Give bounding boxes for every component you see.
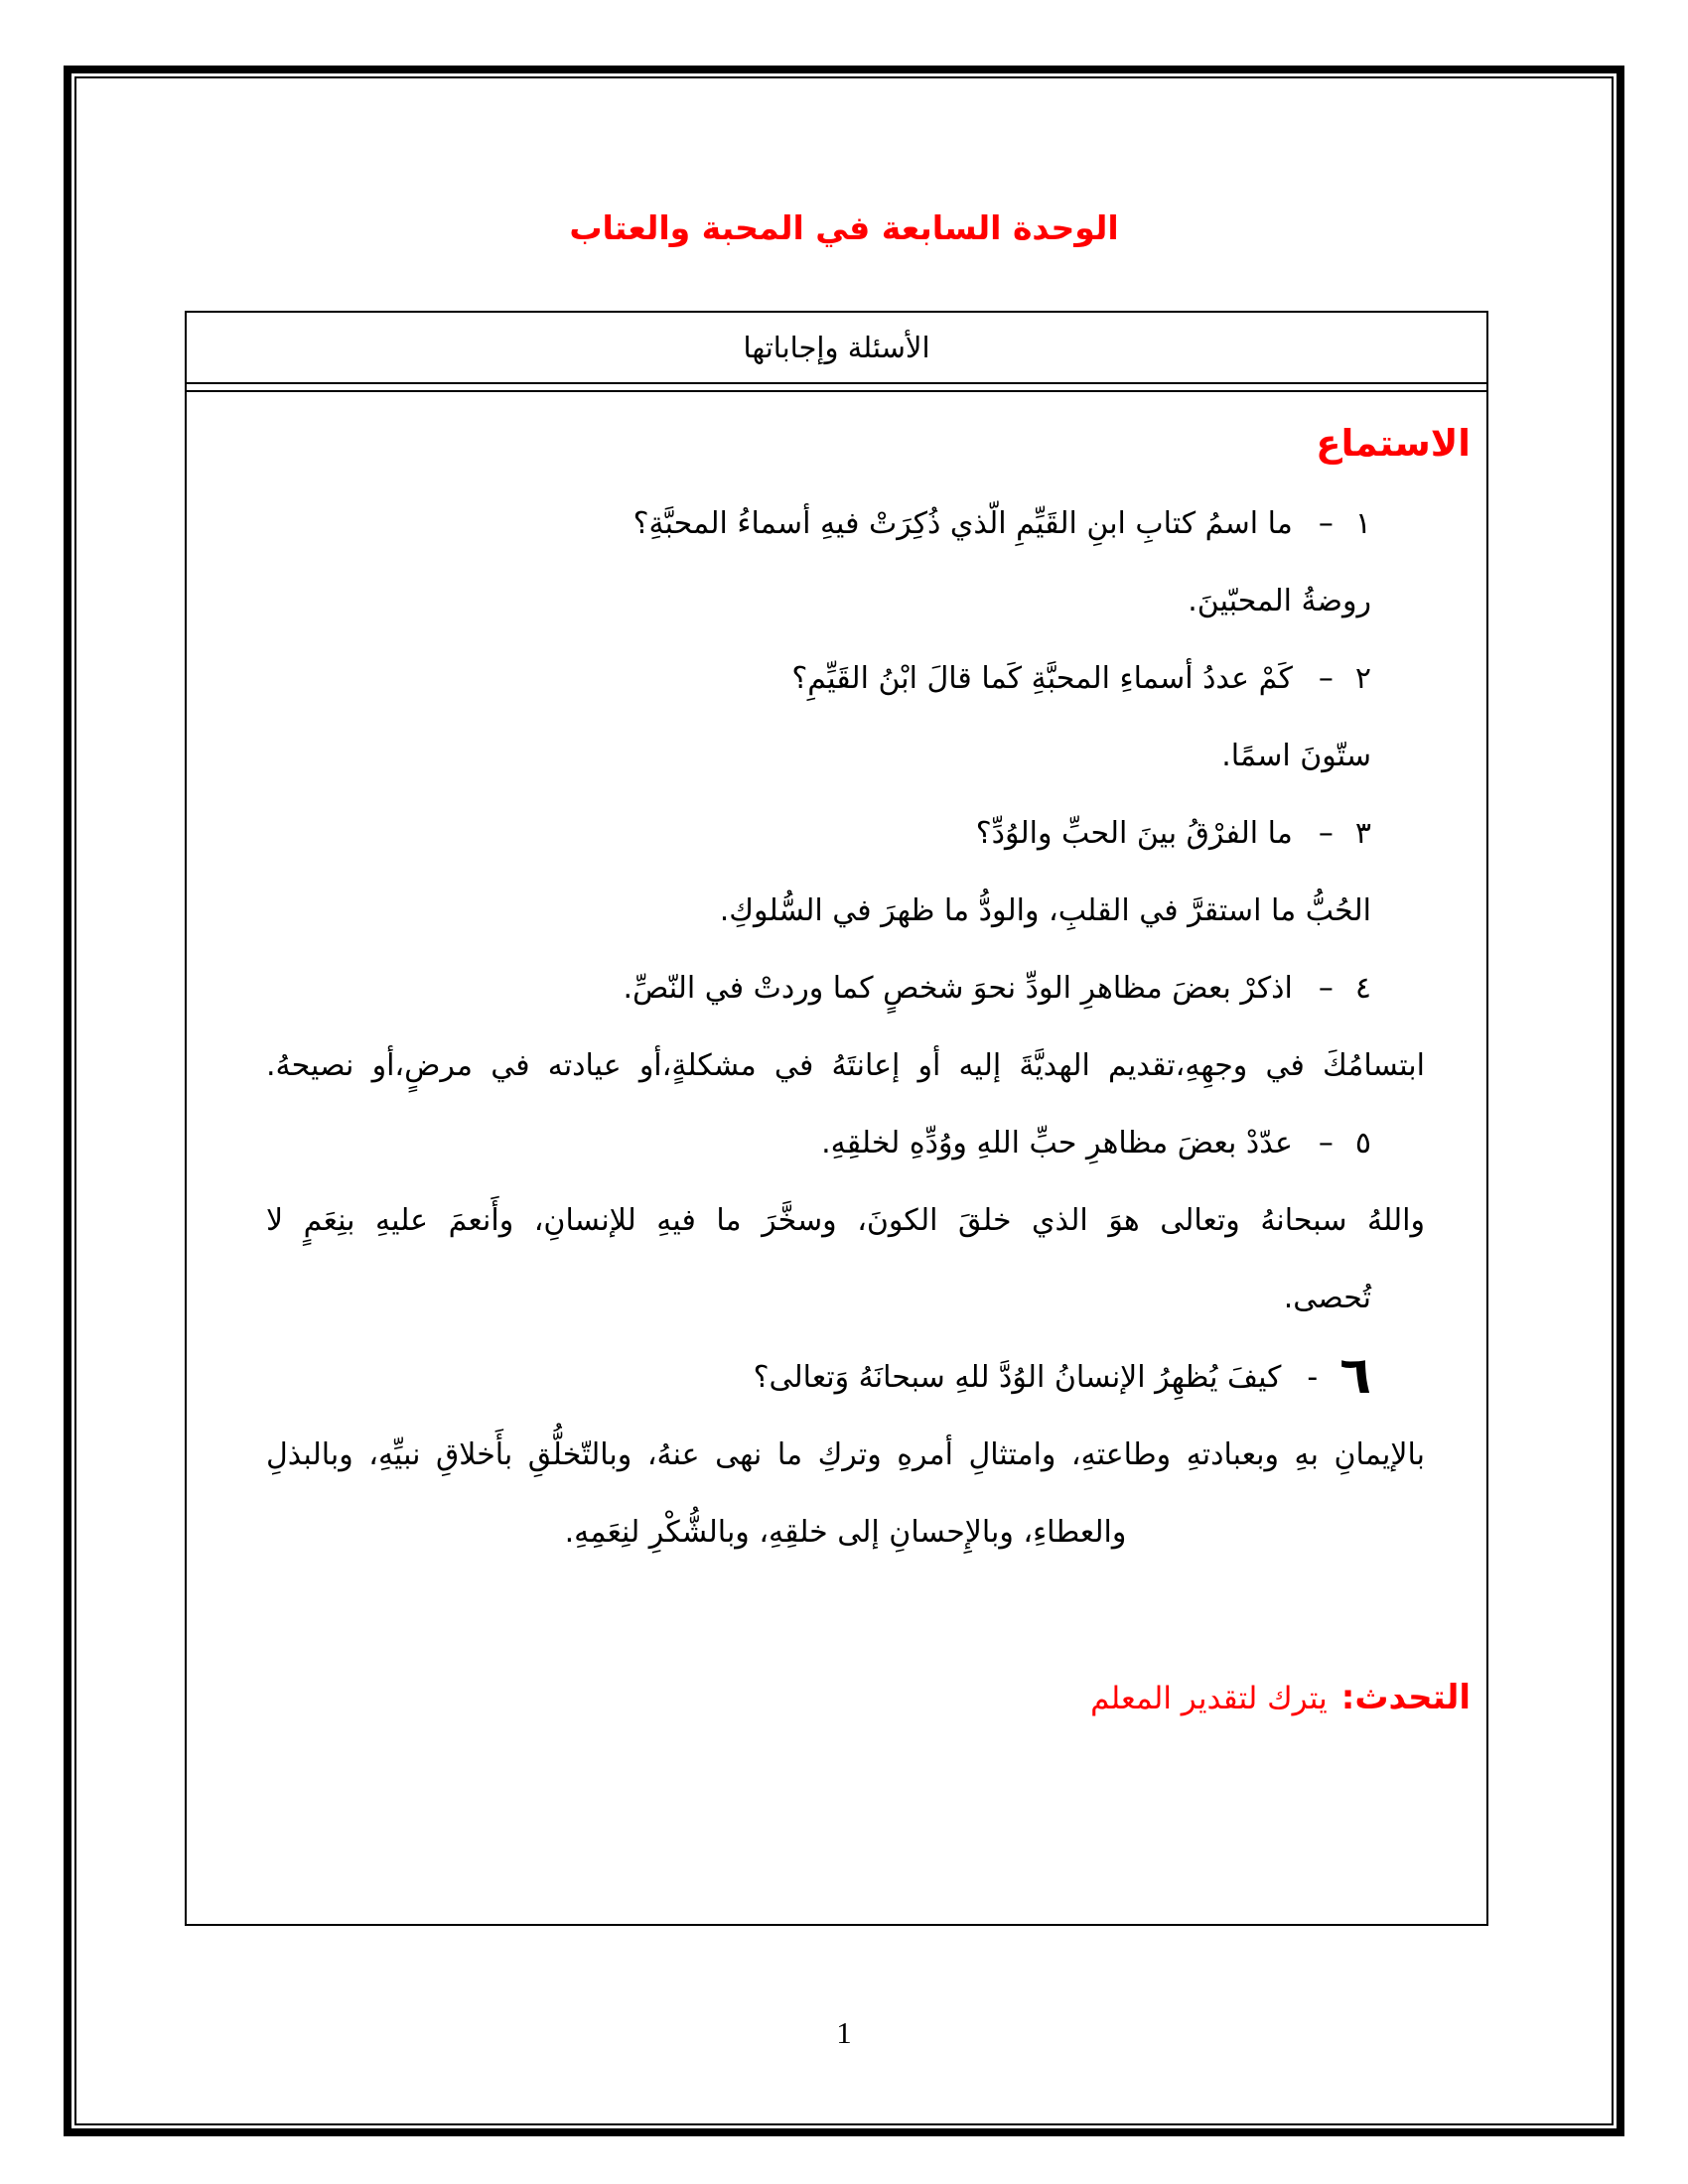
question-3-dash: – <box>1318 816 1334 851</box>
question-4-text: اذكرْ بعضَ مظاهرِ الودِّ نحوَ شخصٍ كما وردتْ في النّصِّ. <box>623 971 1293 1006</box>
speaking-section-line-label: التحدث: <box>1340 1678 1471 1717</box>
question-1 <box>203 485 1471 563</box>
question-5-number: ٥ <box>1354 1126 1371 1160</box>
question-2 <box>203 640 1471 718</box>
question-4 <box>203 950 1471 1027</box>
box-header-title: الأسئلة وإجاباتها <box>187 313 1486 384</box>
question-1-number: ١ <box>1354 506 1371 541</box>
question-5 <box>203 1105 1471 1182</box>
question-1-text: ما اسمُ كتابِ ابنِ القَيِّمِ الّذي ذُكِرَتْ فيهِ أسماءُ المحبَّةِ؟ <box>633 506 1293 541</box>
answer-1: روضةُ المحبّينَ. <box>1188 584 1371 618</box>
questions-answers-box <box>185 311 1488 1926</box>
question-5-text: عدّدْ بعضَ مظاهرِ حبِّ اللهِ ووُدِّهِ لخلقِهِ. <box>821 1126 1293 1160</box>
question-4-dash: – <box>1318 971 1334 1006</box>
question-2-dash: – <box>1318 661 1334 696</box>
answer-6-line-1: بالإيمانِ بهِ وبعبادتهِ وطاعتهِ، وامتثالِ أمرهِ وتركِ ما نهى عنهُ، وبالتّخلُّقِ بأَخلاقِ نبيِّهِ، وبالبذلِ <box>266 1437 1425 1472</box>
question-6-text: كيفَ يُظهِرُ الإنسانُ الوُدَّ للهِ سبحانَهُ وَتعالى؟ <box>753 1360 1282 1395</box>
answer-3: الحُبُّ ما استقرَّ في القلبِ، والودُّ ما ظهرَ في السُّلوكِ. <box>719 893 1371 928</box>
unit-title: الوحدة السابعة في المحبة والعتاب <box>569 208 1119 247</box>
question-3 <box>203 795 1471 873</box>
question-3-text: ما الفرْقُ بينَ الحبِّ والوُدِّ؟ <box>975 816 1293 851</box>
answer-5-line-1: واللهُ سبحانهُ وتعالى هوَ الذي خلقَ الكونَ، وسخَّرَ ما فيهِ للإنسانِ، وأَنعمَ عليهِ بنِعَمٍ لا <box>266 1203 1425 1238</box>
question-6-dash: - <box>1307 1360 1319 1395</box>
question-5-dash: – <box>1318 1126 1334 1160</box>
qa-lines-container <box>203 402 1471 1737</box>
listening-section-heading: الاستماع <box>1316 422 1471 465</box>
question-1-dash: – <box>1318 506 1334 541</box>
speaking-section-line-text: يترك لتقدير المعلم <box>1090 1681 1328 1716</box>
question-6 <box>203 1337 1471 1417</box>
question-6-number: ٦ <box>1339 1346 1371 1406</box>
page-number: 1 <box>836 2015 852 2050</box>
answer-2: ستّونَ اسمًا. <box>1221 739 1371 773</box>
speaking-section-line <box>203 1659 1471 1737</box>
answer-6-line-2: والعطاءِ، وبالإِحسانِ إلى خلقِهِ، وبالشُّكْرِ لنِعَمِهِ. <box>564 1515 1127 1550</box>
question-2-text: كَمْ عددُ أسماءِ المحبَّةِ كَما قالَ ابْنُ القَيِّمِ؟ <box>791 661 1293 696</box>
question-2-number: ٢ <box>1354 661 1371 696</box>
question-4-number: ٤ <box>1354 971 1371 1006</box>
answer-5-line-2: تُحصى. <box>1283 1281 1371 1315</box>
box-body <box>187 390 1486 1737</box>
question-3-number: ٣ <box>1354 816 1371 851</box>
answer-4: ابتسامُكَ في وجهِهِ،تقديم الهديَّةَ إليه أو إعانتَهُ في مشكلةٍ،أو عيادته في مرضٍ،أو نصيحهُ. <box>266 1048 1425 1083</box>
